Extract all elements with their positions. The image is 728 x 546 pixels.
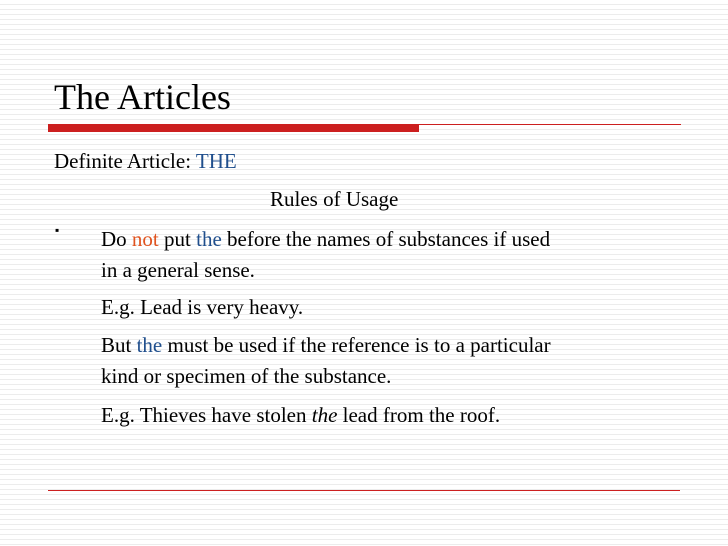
rule-1-do: Do	[101, 227, 132, 251]
bullet-icon: ▪	[55, 223, 60, 237]
slide-title: The Articles	[54, 77, 231, 117]
rule-1	[101, 224, 681, 286]
example-2	[101, 400, 681, 431]
rule-2-line-2: kind or specimen of the substance.	[101, 364, 392, 388]
example-2-suffix: lead from the roof.	[337, 403, 501, 427]
example-2-italic: the	[311, 403, 338, 427]
rule-1-put: put	[158, 227, 197, 251]
centered-heading: Rules of Usage	[270, 187, 399, 211]
rule-2-line-1	[101, 330, 681, 361]
subheading-prefix: Definite Article:	[54, 149, 196, 173]
title-underline-thin	[419, 124, 681, 125]
rule-1-rest: before the names of substances if used	[221, 227, 551, 251]
example-1-text: E.g. Lead is very heavy.	[101, 295, 304, 319]
rule-2-rest: must be used if the reference is to a particular	[162, 333, 551, 357]
example-2-text	[101, 400, 681, 431]
rule-2-the: the	[136, 333, 163, 357]
rule-2	[101, 330, 681, 392]
rule-2-but: But	[101, 333, 137, 357]
subheading-highlight: THE	[195, 149, 237, 173]
example-2-prefix: E.g. Thieves have stolen	[101, 403, 312, 427]
rule-1-line-2: in a general sense.	[101, 258, 255, 282]
rule-1-line-1	[101, 224, 681, 255]
example-1	[101, 292, 681, 323]
title-underline-thick	[48, 124, 419, 132]
subheading	[54, 148, 237, 174]
footer-rule	[48, 490, 680, 491]
rule-1-the: the	[196, 227, 222, 251]
rule-1-not: not	[131, 227, 159, 251]
